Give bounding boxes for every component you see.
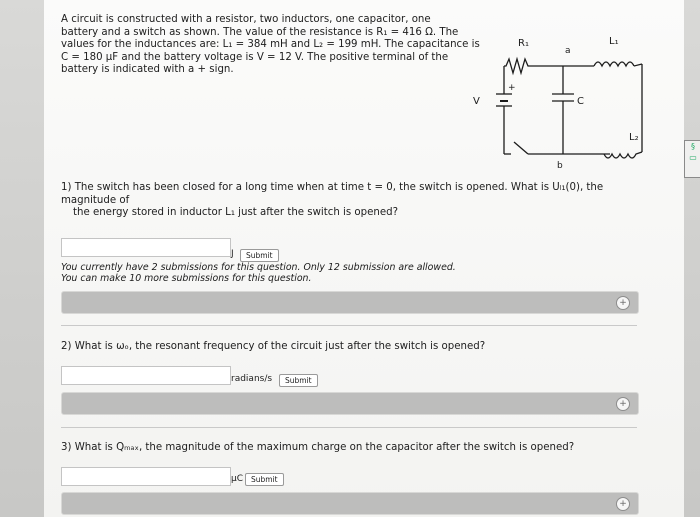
divider bbox=[61, 427, 637, 428]
q2-answer-input[interactable] bbox=[61, 366, 231, 385]
plus-circle-icon[interactable]: + bbox=[616, 497, 630, 511]
intro-line: C = 180 μF and the battery voltage is V = 12 V. The positive terminal of the bbox=[61, 51, 449, 63]
status-line: You can make 10 more submissions for this question. bbox=[61, 273, 312, 284]
status-line: You currently have 2 submissions for this question. Only 12 submission are allowed. bbox=[61, 262, 456, 273]
resistor-r1 bbox=[504, 59, 563, 73]
question-1-line: the energy stored in inductor L₁ just after the switch is opened? bbox=[73, 207, 398, 218]
inductor-l2 bbox=[604, 152, 642, 158]
intro-line: values for the inductances are: L₁ = 384 mH and L₂ = 199 mH. The capacitance is bbox=[61, 39, 480, 50]
q3-unit: μC bbox=[231, 474, 244, 484]
question-1-line: 1) The switch has been closed for a long time when at time t = 0, the switch is opened. What is Uₗ₁(0), the magnitude of bbox=[61, 182, 604, 206]
question-1 bbox=[61, 182, 661, 220]
q1-submit-button[interactable]: Submit bbox=[240, 249, 279, 262]
plus-circle-icon[interactable]: + bbox=[616, 296, 630, 310]
intro-line: battery and a switch as shown. The value of the resistance is R₁ = 416 Ω. The bbox=[61, 26, 459, 38]
circuit-diagram bbox=[466, 26, 666, 176]
plus-circle-icon[interactable]: + bbox=[616, 397, 630, 411]
switch bbox=[514, 142, 528, 154]
question-2: 2) What is ωₒ, the resonant frequency of the circuit just after the switch is opened? bbox=[61, 341, 486, 352]
label-v: V bbox=[473, 96, 480, 107]
label-l1: L₁ bbox=[609, 36, 619, 47]
side-tab[interactable]: § ▭ bbox=[684, 140, 700, 178]
divider bbox=[61, 325, 637, 326]
q1-unit: J bbox=[231, 249, 234, 259]
q1-answer-input[interactable] bbox=[61, 238, 231, 257]
intro-line: battery is indicated with a + sign. bbox=[61, 64, 234, 75]
question-3: 3) What is Qₘₐₓ, the magnitude of the maximum charge on the capacitor after the switch is opened? bbox=[61, 442, 575, 453]
q3-answer-input[interactable] bbox=[61, 467, 231, 486]
q2-hint-bar[interactable] bbox=[61, 392, 639, 415]
label-b: b bbox=[557, 161, 563, 171]
q1-hint-bar[interactable] bbox=[61, 291, 639, 314]
label-plus: + bbox=[508, 83, 516, 93]
label-r1: R₁ bbox=[518, 38, 529, 49]
intro-line: A circuit is constructed with a resistor, two inductors, one capacitor, one bbox=[61, 14, 431, 25]
label-c: C bbox=[577, 96, 584, 107]
label-a: a bbox=[565, 46, 571, 56]
q3-hint-bar[interactable] bbox=[61, 492, 639, 515]
q1-status bbox=[61, 262, 456, 284]
q3-submit-button[interactable]: Submit bbox=[245, 473, 284, 486]
q2-submit-button[interactable]: Submit bbox=[279, 374, 318, 387]
inductor-l1 bbox=[594, 62, 634, 66]
q2-unit: radians/s bbox=[231, 374, 273, 384]
label-l2: L₂ bbox=[629, 132, 639, 143]
problem-statement bbox=[61, 14, 481, 77]
